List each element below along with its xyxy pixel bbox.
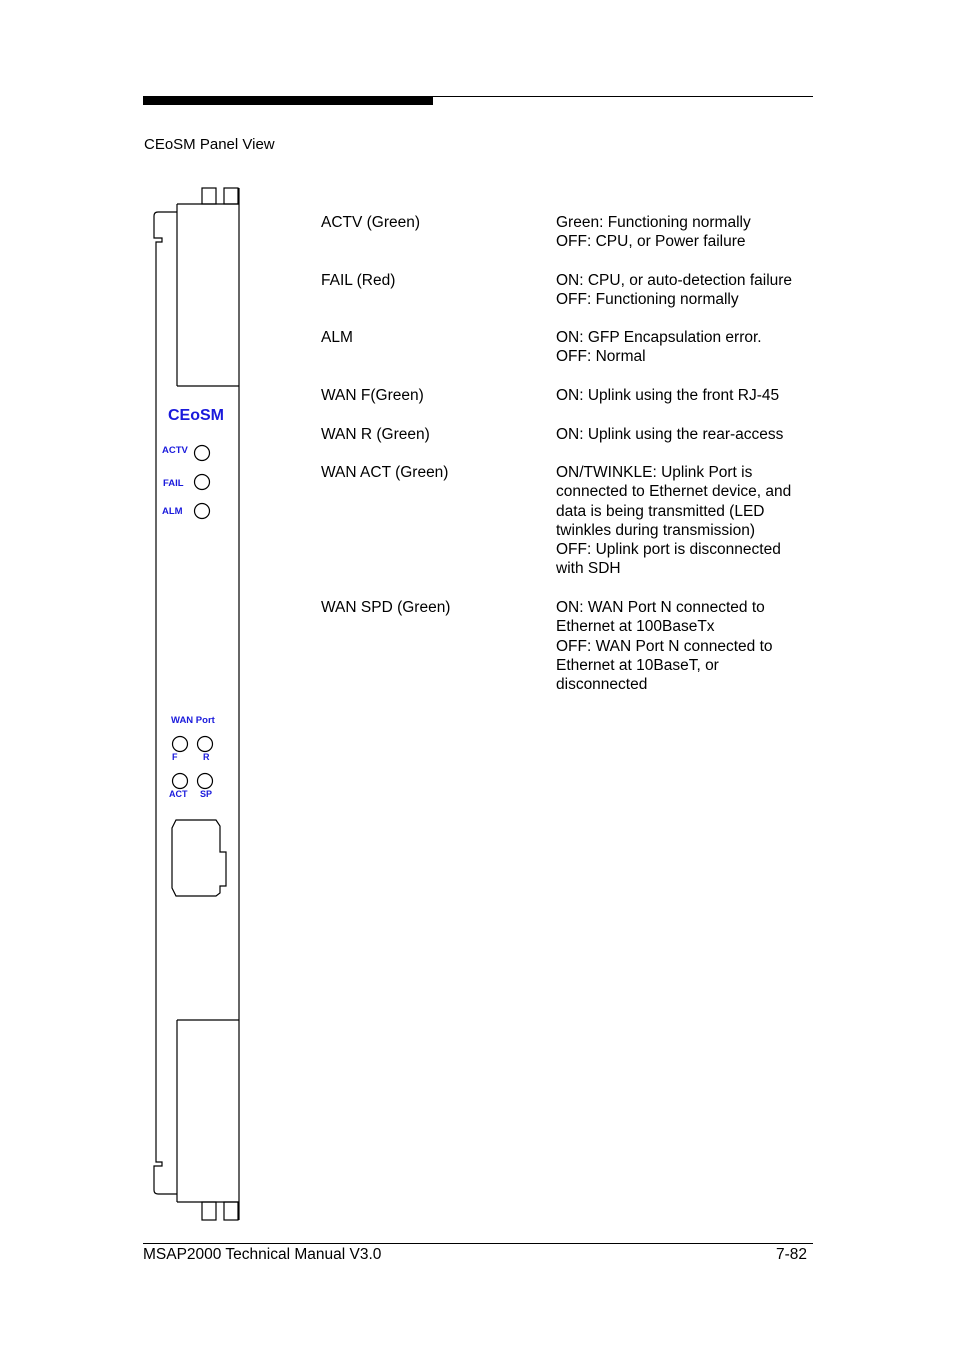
wan-led-label-r: R	[203, 752, 210, 762]
led-row-label: WAN R (Green)	[321, 426, 430, 443]
led-row-label: WAN F(Green)	[321, 387, 424, 404]
led-row-desc: ON: GFP Encapsulation error. OFF: Normal	[556, 329, 762, 366]
header-rule-thick	[143, 96, 433, 105]
led-row-desc: ON: Uplink using the rear-access	[556, 426, 784, 443]
led-row-desc: ON/TWINKLE: Uplink Port is connected to Ethernet device, and data is being transmitted (LED twinkles during transmission) OFF: Uplink port is disconnected with SDH	[556, 464, 792, 578]
led-row-label: ACTV (Green)	[321, 214, 421, 231]
wan-led-label-f: F	[172, 752, 178, 762]
led-row-label: WAN ACT (Green)	[321, 464, 449, 481]
wan-led-label-sp: SP	[200, 789, 213, 799]
led-row-label: ALM	[321, 329, 353, 346]
footer-rule	[143, 1243, 813, 1244]
panel-title: CEoSM	[168, 407, 224, 424]
led-row-desc: ON: CPU, or auto-detection failure OFF: Functioning normally	[556, 272, 793, 309]
led-row-desc: ON: WAN Port N connected to Ethernet at 100BaseTx OFF: WAN Port N connected to Ethernet at 10BaseT, or disconnected	[556, 599, 773, 694]
figure-caption: CEoSM Panel View	[144, 136, 275, 153]
led-label-fail: FAIL	[163, 478, 184, 489]
led-row-desc: Green: Functioning normally OFF: CPU, or Power failure	[556, 214, 751, 251]
footer-manual-title: MSAP2000 Technical Manual V3.0	[143, 1246, 382, 1263]
header-rule-thin	[143, 96, 813, 97]
led-row-desc: ON: Uplink using the front RJ-45	[556, 387, 780, 404]
top-tab-right	[224, 188, 238, 204]
led-label-alm: ALM	[162, 506, 183, 517]
rj45-port	[172, 820, 226, 896]
bottom-tab-right	[224, 1202, 238, 1220]
led-row-label: WAN SPD (Green)	[321, 599, 451, 616]
footer-page-number: 7-82	[776, 1246, 808, 1263]
wan-led-label-act: ACT	[169, 789, 188, 799]
top-tab-left	[202, 188, 216, 204]
bottom-tab-left	[202, 1202, 216, 1220]
led-label-actv: ACTV	[162, 445, 188, 456]
ceosm-panel-diagram	[140, 180, 250, 1225]
led-row-label: FAIL (Red)	[321, 272, 396, 289]
wan-port-label: WAN Port	[171, 715, 215, 726]
